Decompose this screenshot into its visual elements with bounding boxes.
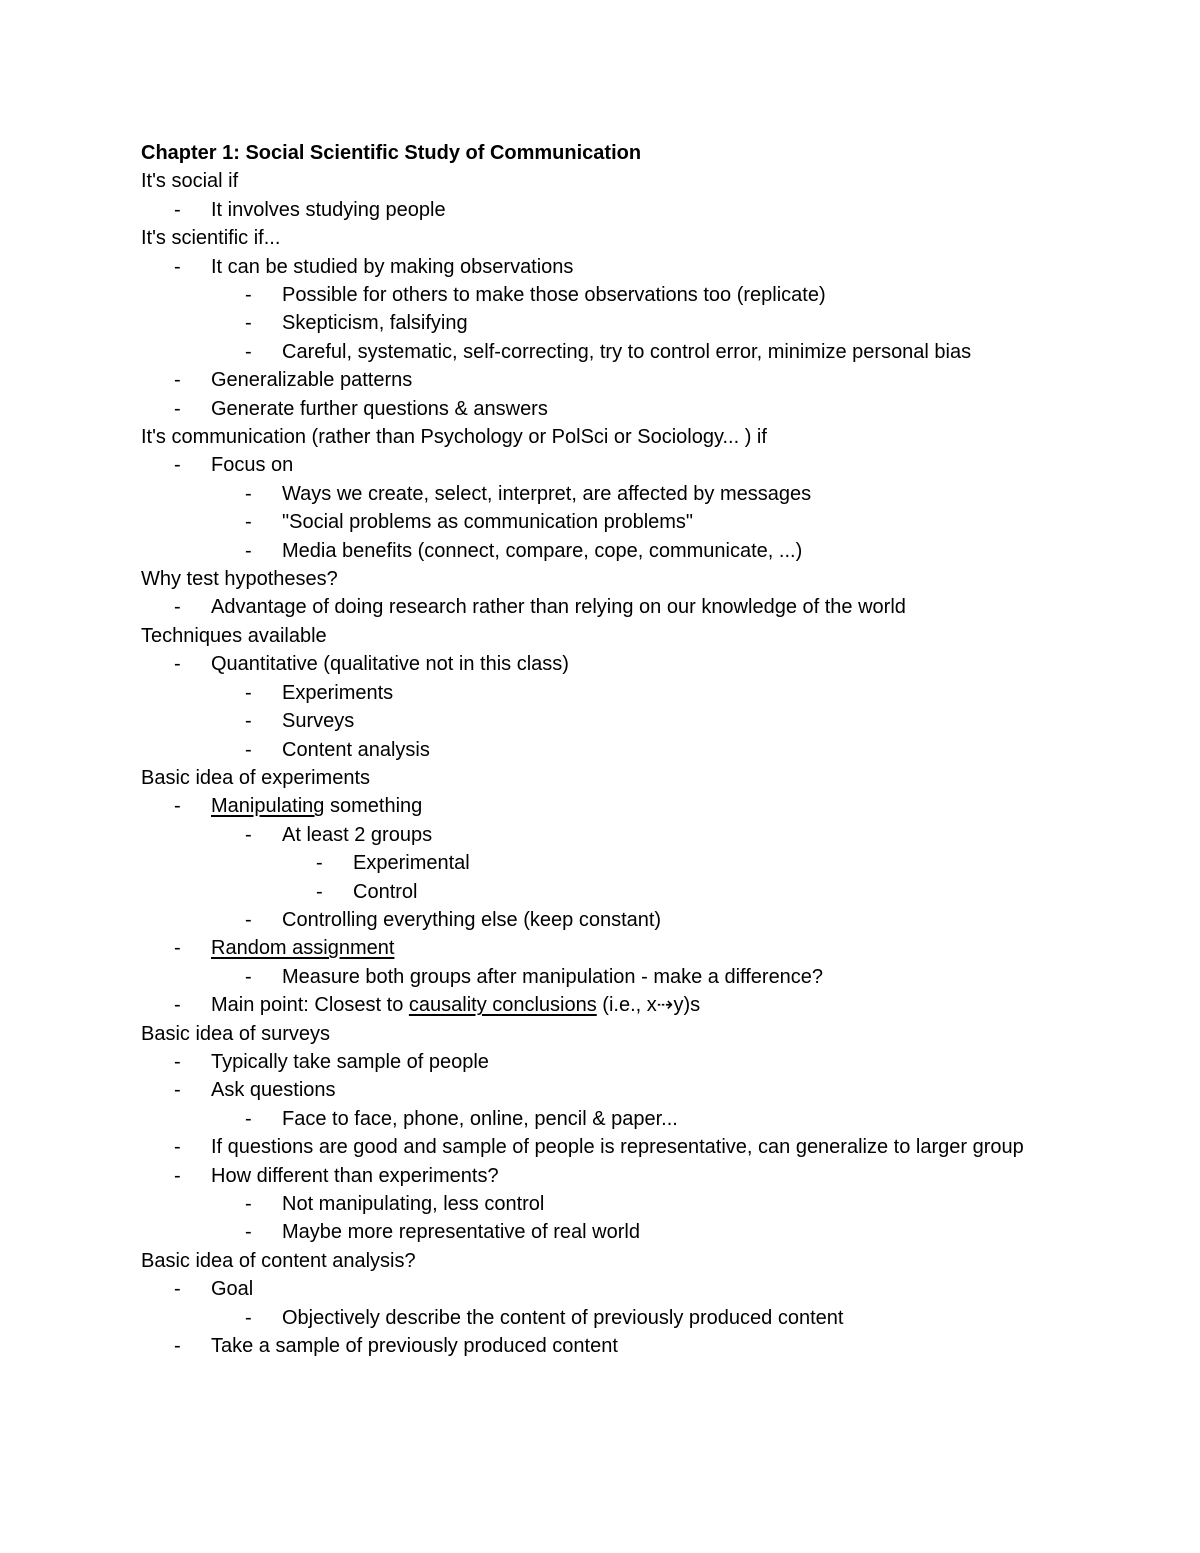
text-body: Experiments (282, 681, 394, 704)
text-body: At least 2 groups (282, 823, 433, 846)
outline-text (141, 426, 767, 448)
outline-heading (141, 423, 1141, 451)
text-body: Basic idea of surveys (141, 1022, 330, 1045)
outline-text (211, 1335, 618, 1357)
text-body: Maybe more representative of real world (282, 1221, 640, 1244)
outline-text (211, 1079, 336, 1101)
outline-text (353, 852, 470, 874)
outline-heading (141, 167, 1141, 195)
outline-item (141, 508, 1141, 536)
outline-item (141, 395, 1141, 423)
outline-text (282, 341, 971, 363)
outline-text (282, 540, 802, 562)
outline-text (211, 1051, 489, 1073)
text-body: Media benefits (connect, compare, cope, communicate, ...) (282, 539, 803, 562)
outline-item (141, 849, 1141, 877)
underlined-term: causality conclusions (408, 994, 597, 1017)
text-body: Advantage of doing research rather than relying on our knowledge of the world (211, 596, 906, 619)
outline-heading (141, 622, 1141, 650)
text-body: Face to face, phone, online, pencil & paper... (282, 1107, 678, 1130)
bullet-dash: - (174, 1136, 181, 1159)
outline-heading (141, 1247, 1141, 1275)
outline-text (141, 568, 338, 590)
outline-text (282, 1221, 640, 1243)
outline-item (141, 1076, 1141, 1104)
outline-text (211, 398, 548, 420)
text-body: It's communication (rather than Psychology or PolSci or Sociology... ) if (141, 426, 767, 449)
outline-item (141, 281, 1141, 309)
text-body: Possible for others to make those observations too (replicate) (282, 284, 826, 307)
bullet-dash: - (174, 596, 181, 619)
outline-item (141, 1332, 1141, 1360)
outline-item (141, 1304, 1141, 1332)
outline-item (141, 309, 1141, 337)
text-prefix: Main point: Closest to (211, 994, 409, 1017)
outline-list (141, 167, 1141, 1360)
text-body: Generate further questions & answers (211, 397, 548, 420)
outline-item (141, 792, 1141, 820)
outline-text (141, 767, 370, 789)
outline-text (282, 682, 393, 704)
text-body: Ways we create, select, interpret, are affected by messages (282, 482, 812, 505)
outline-heading (141, 764, 1141, 792)
bullet-dash: - (174, 653, 181, 676)
bullet-dash: - (245, 340, 252, 363)
outline-text (211, 199, 446, 221)
outline-item (141, 537, 1141, 565)
outline-text (282, 824, 432, 846)
bullet-dash: - (245, 539, 252, 562)
outline-text (282, 284, 826, 306)
outline-item (141, 707, 1141, 735)
bullet-dash: - (245, 908, 252, 931)
bullet-dash: - (245, 681, 252, 704)
bullet-dash: - (174, 795, 181, 818)
outline-text (282, 1307, 843, 1329)
outline-item (141, 480, 1141, 508)
text-body: Measure both groups after manipulation - make a difference? (282, 965, 824, 988)
outline-item (141, 1275, 1141, 1303)
outline-text (141, 1250, 416, 1272)
text-body: Surveys (282, 710, 355, 733)
text-body: Quantitative (qualitative not in this class) (211, 653, 569, 676)
text-body: Why test hypotheses? (141, 568, 338, 591)
outline-text (282, 710, 354, 732)
text-body: Focus on (211, 454, 294, 477)
bullet-dash: - (316, 852, 323, 875)
outline-text (211, 653, 569, 675)
text-body: Careful, systematic, self-correcting, try to control error, minimize personal bias (282, 340, 972, 363)
outline-item (141, 736, 1141, 764)
outline-item (141, 196, 1141, 224)
bullet-dash: - (245, 710, 252, 733)
document-page (141, 139, 1141, 1360)
document-title: Chapter 1: Social Scientific Study of Communication (141, 142, 642, 164)
bullet-dash: - (174, 369, 181, 392)
bullet-dash: - (245, 284, 252, 307)
bullet-dash: - (174, 1335, 181, 1358)
text-body: Take a sample of previously produced content (211, 1335, 618, 1358)
bullet-dash: - (245, 1221, 252, 1244)
text-body: It can be studied by making observations (211, 255, 574, 278)
outline-text (141, 227, 280, 249)
text-body: Control (353, 880, 418, 903)
outline-item (141, 338, 1141, 366)
outline-item (141, 906, 1141, 934)
bullet-dash: - (174, 1164, 181, 1187)
bullet-dash: - (245, 1306, 252, 1329)
outline-item (141, 451, 1141, 479)
text-body: Controlling everything else (keep constant) (282, 908, 662, 931)
outline-text (282, 312, 468, 334)
outline-text (282, 966, 823, 988)
text-body: Ask questions (211, 1079, 336, 1102)
outline-heading (141, 565, 1141, 593)
bullet-dash: - (174, 994, 181, 1017)
outline-text (211, 1278, 253, 1300)
bullet-dash: - (245, 482, 252, 505)
outline-text (282, 739, 430, 761)
outline-item (141, 1105, 1141, 1133)
outline-item (141, 650, 1141, 678)
outline-item (141, 1133, 1141, 1161)
text-body: It's social if (141, 170, 239, 193)
text-body: Not manipulating, less control (282, 1193, 545, 1216)
outline-text (211, 994, 700, 1016)
outline-text (353, 881, 417, 903)
text-body: It involves studying people (211, 198, 446, 221)
outline-text (282, 1193, 544, 1215)
bullet-dash: - (174, 397, 181, 420)
text-body: Generalizable patterns (211, 369, 413, 392)
text-body: Objectively describe the content of previously produced content (282, 1306, 844, 1329)
outline-text (211, 795, 422, 817)
outline-item (141, 1218, 1141, 1246)
text-body: Goal (211, 1278, 254, 1301)
bullet-dash: - (245, 312, 252, 335)
text-body: Skepticism, falsifying (282, 312, 468, 335)
outline-item (141, 1190, 1141, 1218)
outline-text (211, 596, 906, 618)
outline-text (282, 483, 811, 505)
text-body: It's scientific if... (141, 227, 281, 250)
underlined-term: Manipulating (211, 795, 325, 818)
outline-item (141, 821, 1141, 849)
outline-text (211, 1133, 1041, 1161)
text-body: Content analysis (282, 738, 430, 761)
bullet-dash: - (174, 1278, 181, 1301)
underlined-term: Random assignment (211, 937, 395, 960)
bullet-dash: - (245, 1107, 252, 1130)
outline-heading (141, 224, 1141, 252)
text-body: Basic idea of content analysis? (141, 1249, 416, 1272)
text-body: Typically take sample of people (211, 1050, 489, 1073)
text-body: Techniques available (141, 624, 327, 647)
outline-text (211, 1165, 499, 1187)
bullet-dash: - (174, 1079, 181, 1102)
outline-text (141, 1023, 330, 1045)
outline-heading (141, 1020, 1141, 1048)
outline-item (141, 1162, 1141, 1190)
text-body: Basic idea of experiments (141, 766, 371, 789)
text-body: Experimental (353, 852, 470, 875)
outline-text (211, 937, 394, 959)
bullet-dash: - (245, 823, 252, 846)
outline-text (211, 256, 573, 278)
outline-item (141, 593, 1141, 621)
outline-item (141, 878, 1141, 906)
bullet-dash: - (245, 1193, 252, 1216)
outline-text (141, 625, 327, 647)
bullet-dash: - (174, 1050, 181, 1073)
outline-item (141, 963, 1141, 991)
outline-text (282, 511, 693, 533)
bullet-dash: - (174, 255, 181, 278)
bullet-dash: - (245, 965, 252, 988)
outline-item (141, 366, 1141, 394)
bullet-dash: - (245, 738, 252, 761)
text-body: (i.e., x⇢y)s (596, 994, 701, 1017)
outline-text (211, 369, 412, 391)
text-body: something (324, 795, 423, 818)
text-body: If questions are good and sample of people is representative, can generalize to larger group (211, 1136, 1024, 1159)
bullet-dash: - (174, 198, 181, 221)
outline-text (282, 1108, 678, 1130)
outline-item (141, 679, 1141, 707)
text-body: How different than experiments? (211, 1164, 499, 1187)
outline-item (141, 934, 1141, 962)
bullet-dash: - (316, 880, 323, 903)
outline-text (211, 454, 293, 476)
outline-text (282, 909, 661, 931)
outline-item (141, 1048, 1141, 1076)
outline-text (141, 170, 238, 192)
bullet-dash: - (174, 454, 181, 477)
bullet-dash: - (174, 937, 181, 960)
outline-item (141, 253, 1141, 281)
outline-item (141, 991, 1141, 1019)
bullet-dash: - (245, 511, 252, 534)
text-body: "Social problems as communication problems" (282, 511, 694, 534)
